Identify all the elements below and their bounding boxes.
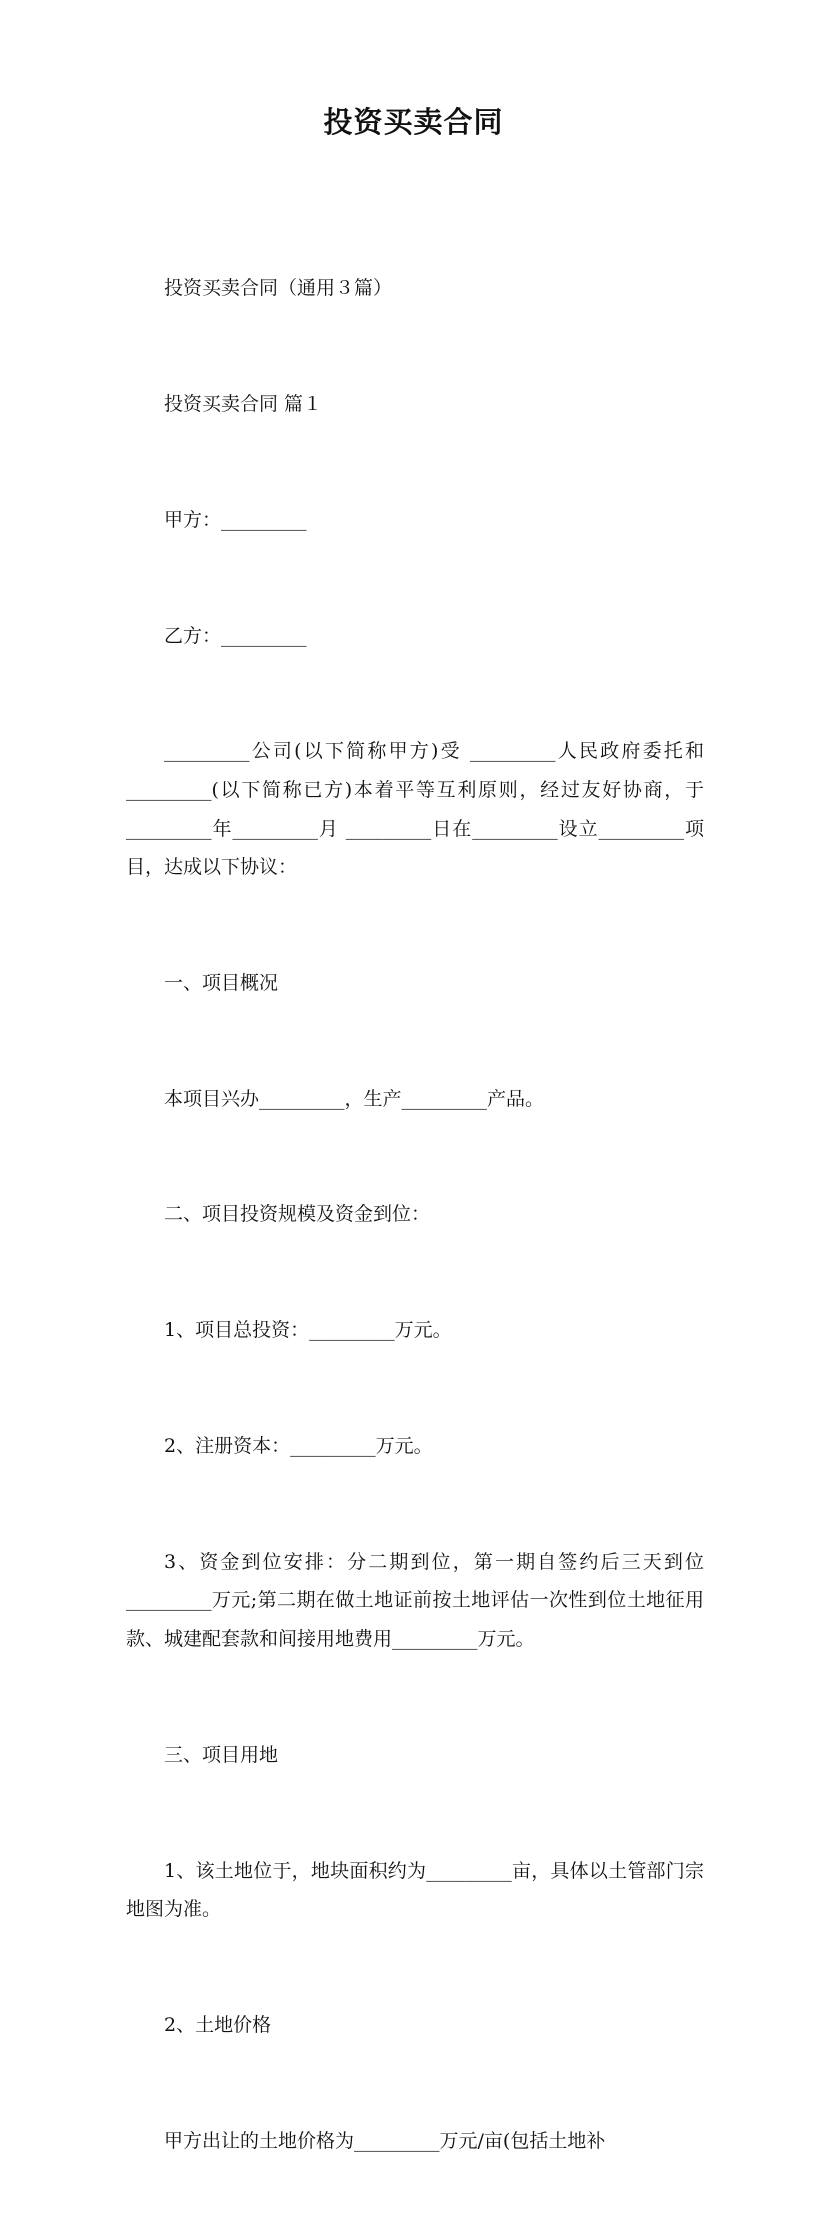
paragraph-land-price: 甲方出让的土地价格为_________万元/亩(包括土地补 bbox=[164, 2129, 606, 2152]
paragraph-funding-schedule: 3、资金到位安排：分二期到位，第一期自签约后三天到位_________万元;第二期在做土地证前按土地评估一次性到位土地征用款、城建配套款和间接用地费用_________万元。 bbox=[126, 1550, 704, 1650]
paragraph-collection-title: 投资买卖合同（通用３篇） bbox=[164, 277, 393, 300]
paragraph-party-a: 甲方：_________ bbox=[164, 508, 307, 531]
document-title: 投资买卖合同 bbox=[323, 105, 504, 139]
document-body bbox=[126, 192, 704, 2237]
paragraph-preamble: _________公司(以下简称甲方)受 _________人民政府委托和_________(以下简称已方)本着平等互利原则，经过友好协商，于_________年_________月 _________日在_________设立_________项目，达成以下协议： bbox=[126, 740, 704, 879]
paragraph-land-location: 1、该土地位于，地块面积约为_________亩，具体以土管部门宗地图为准。 bbox=[126, 1859, 704, 1921]
section-heading-investment-scale: 二、项目投资规模及资金到位： bbox=[164, 1203, 431, 1226]
section-heading-project-overview: 一、项目概况 bbox=[164, 971, 279, 994]
section-heading-project-land: 三、项目用地 bbox=[164, 1743, 279, 1766]
paragraph-part-heading: 投资买卖合同 篇１ bbox=[164, 392, 323, 415]
paragraph-land-price-heading: 2、土地价格 bbox=[164, 2013, 272, 2036]
paragraph-project-content: 本项目兴办_________，生产_________产品。 bbox=[164, 1087, 545, 1110]
paragraph-party-b: 乙方：_________ bbox=[164, 624, 307, 647]
paragraph-registered-capital: 2、注册资本：_________万元。 bbox=[164, 1435, 433, 1457]
paragraph-total-investment: 1、项目总投资：_________万元。 bbox=[164, 1319, 452, 1342]
